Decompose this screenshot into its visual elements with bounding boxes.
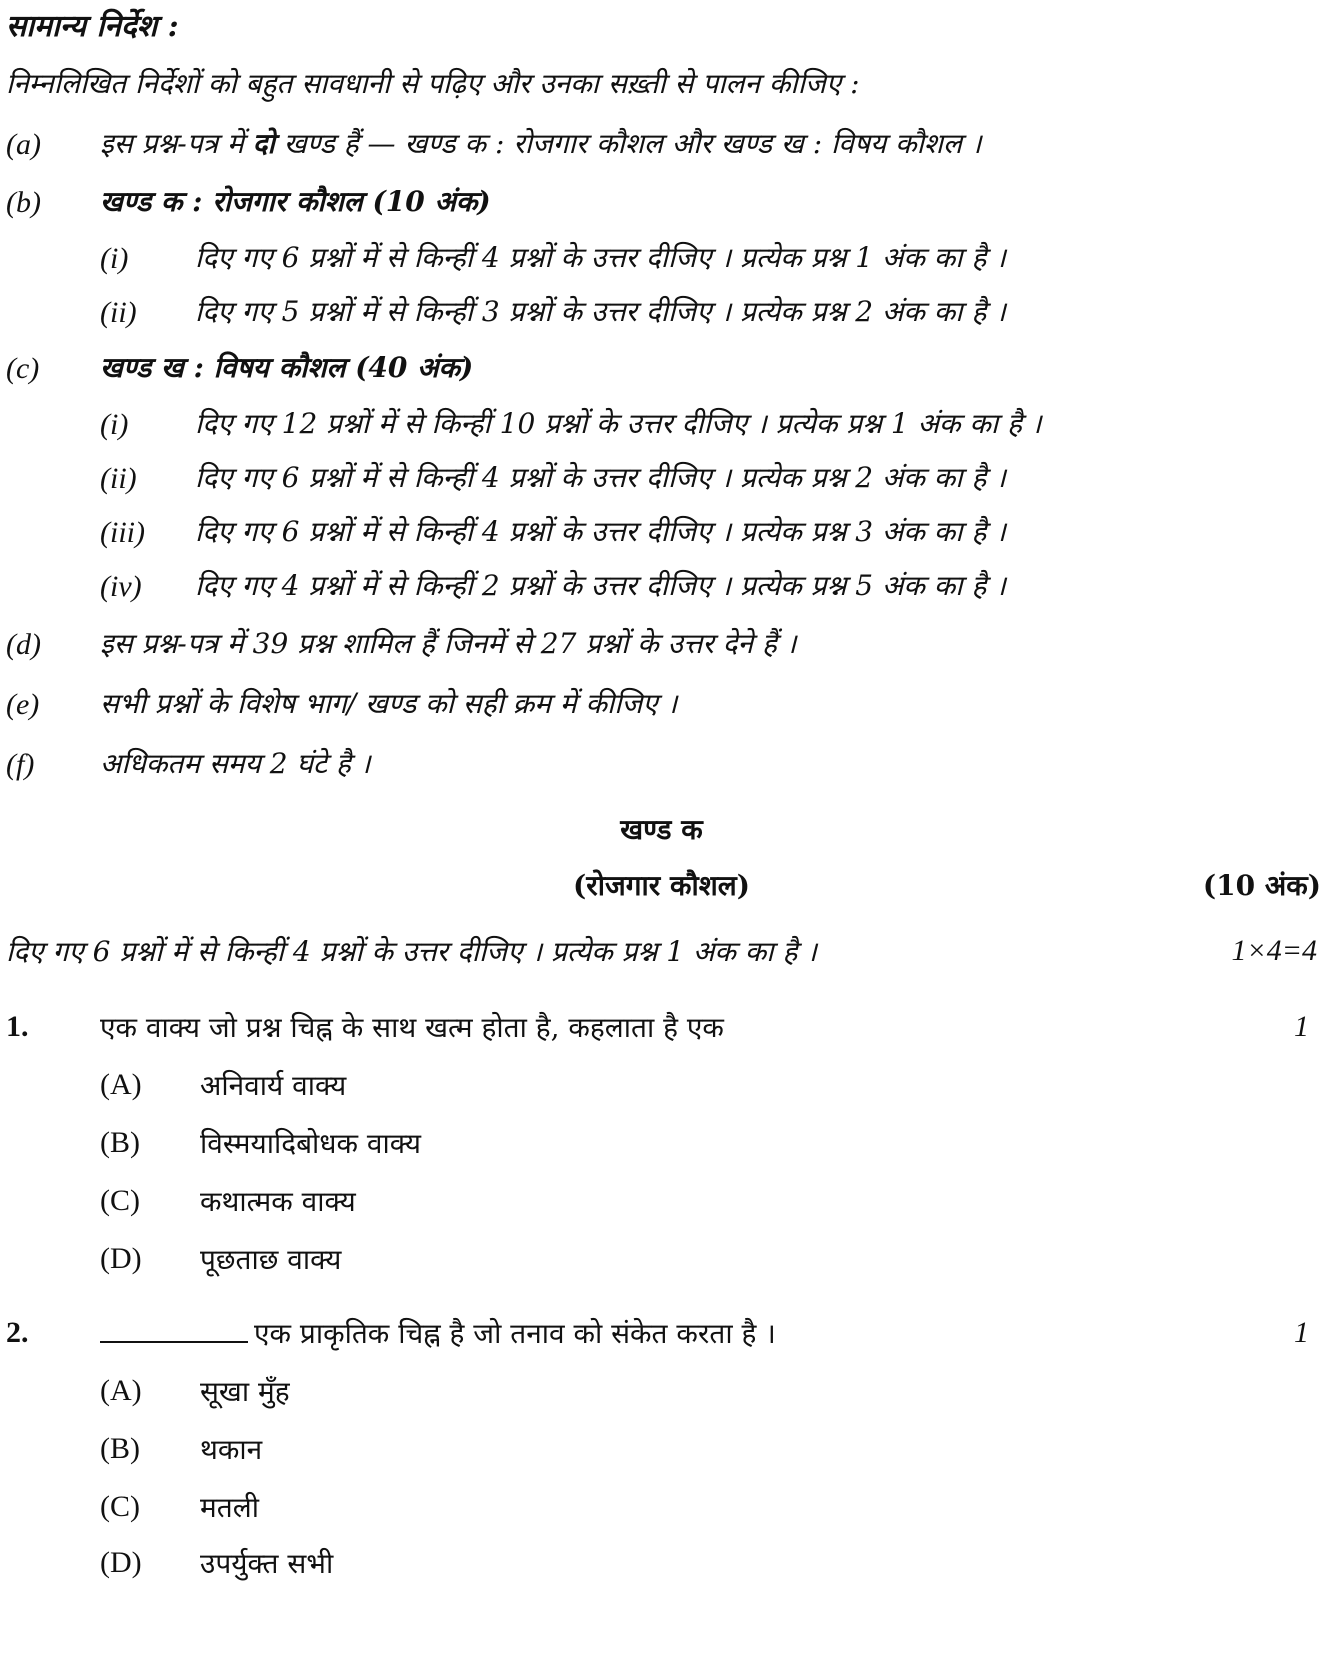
q2-option-c-label: (C) [100,1490,140,1523]
section-a-sub-i: दिए गए 6 प्रश्नों में से किन्हीं 4 प्रश्नों के उत्तर दीजिए । प्रत्येक प्रश्न 1 अंक का है । [195,241,1006,274]
q2-option-c[interactable]: मतली [200,1491,259,1524]
question-2 [100,1314,776,1352]
q1-option-a-label: (A) [100,1068,142,1101]
q1-option-b-label: (B) [100,1126,140,1159]
section-a-title: खण्ड क [620,813,703,846]
q1-option-c[interactable]: कथात्मक वाक्य [200,1185,356,1218]
section-b-sub-iv: दिए गए 4 प्रश्नों में से किन्हीं 2 प्रश्नों के उत्तर दीजिए । प्रत्येक प्रश्न 5 अंक का है । [195,569,1006,602]
instruction-e: सभी प्रश्नों के विशेष भाग/ खण्ड को सही क्रम में कीजिए । [100,687,678,720]
section-a-sub-ii: दिए गए 5 प्रश्नों में से किन्हीं 3 प्रश्नों के उत्तर दीजिए । प्रत्येक प्रश्न 2 अंक का है । [195,295,1006,328]
section-a-marks: (10 अंक) [1202,869,1321,902]
question-1-number: 1. [6,1010,29,1043]
instruction-label-a: (a) [6,128,41,161]
instruction-a-bold: दो [252,127,275,160]
q1-option-d[interactable]: पूछताछ वाक्य [200,1243,342,1276]
instructions-intro: निम्नलिखित निर्देशों को बहुत सावधानी से पढ़िए और उनका सख़्ती से पालन कीजिए : [6,67,860,100]
instruction-d: इस प्रश्न-पत्र में 39 प्रश्न शामिल हैं जिनमें से 27 प्रश्नों के उत्तर देने हैं । [100,627,797,660]
section-a-heading: खण्ड क : रोजगार कौशल (10 अंक) [100,185,491,218]
section-b-sub-label-i: (i) [100,408,129,441]
section-b-sub-i: दिए गए 12 प्रश्नों में से किन्हीं 10 प्रश्नों के उत्तर दीजिए । प्रत्येक प्रश्न 1 अंक का है । [195,407,1042,440]
instruction-label-e: (e) [6,688,40,721]
instruction-a-pre: इस प्रश्न-पत्र में [100,127,253,160]
section-a-sub-label-i: (i) [100,242,129,275]
question-1-text: एक वाक्य जो प्रश्न चिह्न के साथ खत्म होता है, कहलाता है एक [100,1011,724,1044]
section-a-marks-formula: 1×4=4 [1231,934,1317,967]
question-2-blank [100,1341,248,1343]
section-b-sub-label-iv: (iv) [100,570,142,603]
instruction-a-post: खण्ड हैं — खण्ड क : रोजगार कौशल और खण्ड ख : विषय कौशल । [274,127,982,160]
q2-option-d-label: (D) [100,1546,142,1579]
section-b-sub-label-ii: (ii) [100,462,137,495]
instruction-label-d: (d) [6,628,41,661]
q1-option-a[interactable]: अनिवार्य वाक्य [200,1069,347,1102]
q2-option-b-label: (B) [100,1432,140,1465]
instruction-a [100,124,981,162]
section-b-sub-iii: दिए गए 6 प्रश्नों में से किन्हीं 4 प्रश्नों के उत्तर दीजिए । प्रत्येक प्रश्न 3 अंक का है । [195,515,1006,548]
question-2-text: एक प्राकृतिक चिह्न है जो तनाव को संकेत करता है । [254,1317,776,1350]
question-2-marks: 1 [1294,1316,1309,1349]
section-b-sub-label-iii: (iii) [100,516,145,549]
section-a-sub-label-ii: (ii) [100,296,137,329]
q1-option-d-label: (D) [100,1242,142,1275]
section-b-sub-ii: दिए गए 6 प्रश्नों में से किन्हीं 4 प्रश्नों के उत्तर दीजिए । प्रत्येक प्रश्न 2 अंक का है । [195,461,1006,494]
q2-option-d[interactable]: उपर्युक्त सभी [200,1547,334,1580]
q2-option-b[interactable]: थकान [200,1433,263,1466]
instruction-f: अधिकतम समय 2 घंटे है । [100,747,371,780]
question-2-number: 2. [6,1316,29,1349]
q2-option-a[interactable]: सूखा मुँह [200,1375,290,1408]
instruction-label-c: (c) [6,352,40,385]
q1-option-b[interactable]: विस्मयादिबोधक वाक्य [200,1127,421,1160]
section-b-heading: खण्ड ख : विषय कौशल (40 अंक) [100,351,474,384]
section-a-subtitle: (रोजगार कौशल) [573,869,750,902]
instructions-title: सामान्य निर्देश : [6,9,179,44]
section-a-instruction: दिए गए 6 प्रश्नों में से किन्हीं 4 प्रश्नों के उत्तर दीजिए । प्रत्येक प्रश्न 1 अंक का है । [6,935,817,968]
q1-option-c-label: (C) [100,1184,140,1217]
instruction-label-b: (b) [6,186,41,219]
q2-option-a-label: (A) [100,1374,142,1407]
instruction-label-f: (f) [6,748,35,781]
question-1-marks: 1 [1294,1010,1309,1043]
